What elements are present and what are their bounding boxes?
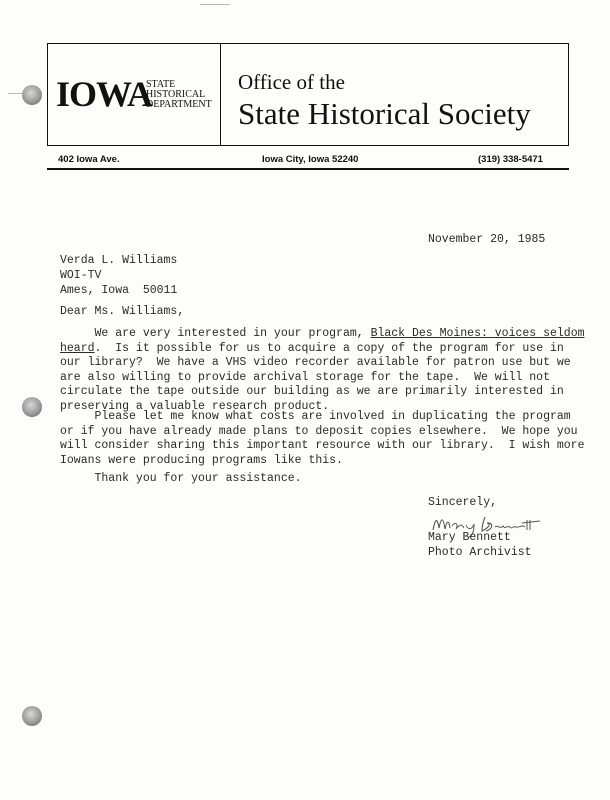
paragraph-line: circulate the tape outside our building as we are primarily interested in xyxy=(60,385,564,398)
paragraph-line: Thank you for your assistance. xyxy=(60,472,302,485)
letter-date: November 20, 1985 xyxy=(428,233,546,246)
paragraph-line: our library? We have a VHS video recorder available for patron use but we xyxy=(60,356,571,369)
recipient-address: Ames, Iowa 50011 xyxy=(60,284,178,297)
address-street: 402 Iowa Ave. xyxy=(58,154,120,165)
paragraph-line xyxy=(60,327,585,342)
recipient-org: WOI-TV xyxy=(60,269,102,282)
paragraph-line xyxy=(60,342,585,357)
office-title-line2: State Historical Society xyxy=(238,96,531,131)
iowa-logo-subtitle xyxy=(146,80,212,110)
paragraph-line: Please let me know what costs are involved in duplicating the program xyxy=(60,410,571,423)
paragraph-line: or if you have already made plans to deposit copies elsewhere. We hope you xyxy=(60,424,578,438)
binder-hole-middle xyxy=(22,397,42,417)
scan-mark xyxy=(8,93,22,94)
binder-hole-bottom xyxy=(22,706,42,726)
paragraph-2 xyxy=(60,410,585,468)
text-span: We are very interested in your program, xyxy=(60,327,371,340)
paragraph-3 xyxy=(60,472,302,487)
office-title-line1: Office of the xyxy=(238,70,345,94)
paragraph-line: preserving a valuable research product. xyxy=(60,399,330,413)
logo-sub-line: STATE xyxy=(146,79,176,90)
paragraph-line: are also willing to provide archival storage for the tape. We will not xyxy=(60,370,550,384)
iowa-logo: IOWA xyxy=(56,74,153,114)
address-rule xyxy=(47,168,569,170)
text-span: . Is it possible for us to acquire a copy of the program for use in xyxy=(94,341,564,355)
letterhead-divider xyxy=(220,44,221,145)
logo-sub-line: DEPARTMENT xyxy=(146,99,212,110)
program-title: Black Des Moines: voices seldom xyxy=(370,327,585,340)
closing: Sincerely, xyxy=(428,496,498,509)
paragraph-1 xyxy=(60,327,585,414)
scan-mark xyxy=(200,4,230,5)
address-city: Iowa City, Iowa 52240 xyxy=(262,154,359,165)
program-title-cont: heard xyxy=(60,341,95,355)
paragraph-line: Iowans were producing programs like this. xyxy=(60,453,343,467)
recipient-name: Verda L. Williams xyxy=(60,254,178,267)
paragraph-line: will consider sharing this important resource with our library. I wish more xyxy=(60,439,585,452)
salutation: Dear Ms. Williams, xyxy=(60,305,185,318)
binder-hole-top xyxy=(22,85,42,105)
signer-name: Mary Bennett xyxy=(428,531,511,544)
letterhead xyxy=(47,43,569,146)
signer-title: Photo Archivist xyxy=(428,546,532,559)
logo-sub-line: HISTORICAL xyxy=(146,89,206,100)
address-phone: (319) 338-5471 xyxy=(478,154,543,165)
